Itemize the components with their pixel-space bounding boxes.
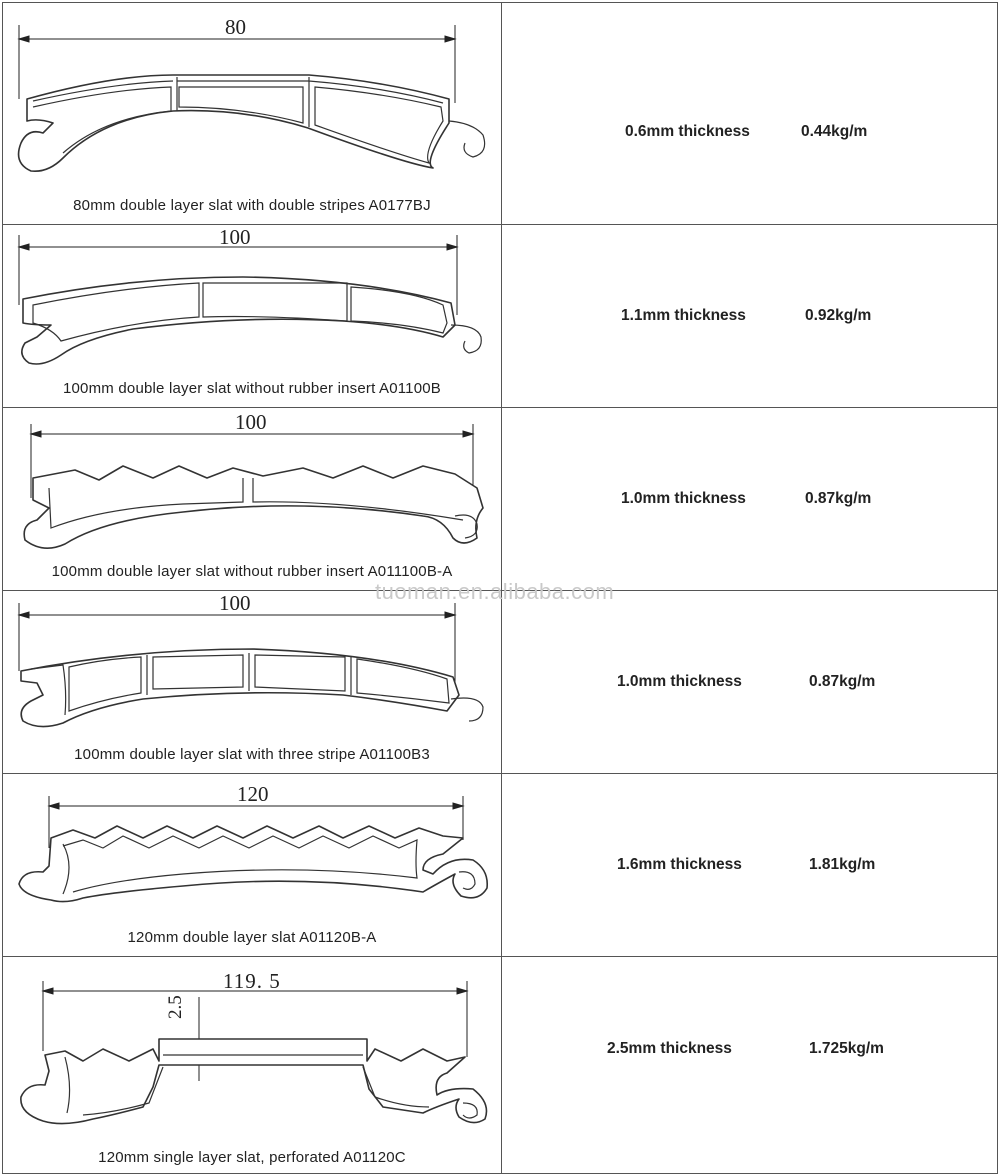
table-row — [3, 774, 997, 957]
table-row — [3, 591, 997, 774]
table-row — [3, 408, 997, 591]
thickness-value: 2.5mm thickness — [607, 1040, 732, 1057]
slat-caption: 120mm double layer slat A01120B-A — [127, 929, 377, 946]
thickness-value: 1.0mm thickness — [617, 673, 742, 690]
weight-value: 0.44kg/m — [801, 123, 868, 140]
weight-value: 1.81kg/m — [809, 856, 876, 873]
thickness-dimension-label: 2.5 — [165, 995, 186, 1019]
dimension-label: 80 — [225, 15, 246, 39]
weight-value: 0.92kg/m — [805, 307, 872, 324]
watermark: tuoman.en.alibaba.com — [375, 579, 615, 604]
thickness-value: 1.6mm thickness — [617, 856, 742, 873]
table-row — [3, 3, 997, 225]
slat-caption: 100mm double layer slat without rubber insert A011100B-A — [51, 563, 453, 580]
slat-caption: 80mm double layer slat with double stripes A0177BJ — [73, 197, 431, 214]
slat-caption: 100mm double layer slat without rubber insert A01100B — [62, 380, 442, 397]
table-row — [3, 225, 997, 408]
thickness-value: 1.0mm thickness — [621, 490, 746, 507]
slat-caption: 100mm double layer slat with three stripe A01100B3 — [74, 746, 430, 763]
dimension-label: 100 — [219, 591, 251, 615]
slat-profile-drawing — [3, 3, 499, 225]
dimension-label: 119. 5 — [223, 969, 281, 993]
dimension-label: 100 — [219, 225, 251, 249]
dimension-label: 100 — [235, 410, 267, 434]
dimension-label: 120 — [237, 782, 269, 806]
weight-value: 1.725kg/m — [809, 1040, 884, 1057]
spec-table — [2, 2, 998, 1174]
thickness-value: 1.1mm thickness — [621, 307, 746, 324]
thickness-value: 0.6mm thickness — [625, 123, 750, 140]
slat-caption: 120mm single layer slat, perforated A01120C — [98, 1149, 406, 1166]
weight-value: 0.87kg/m — [805, 490, 872, 507]
weight-value: 0.87kg/m — [809, 673, 876, 690]
table-row — [3, 957, 997, 1175]
